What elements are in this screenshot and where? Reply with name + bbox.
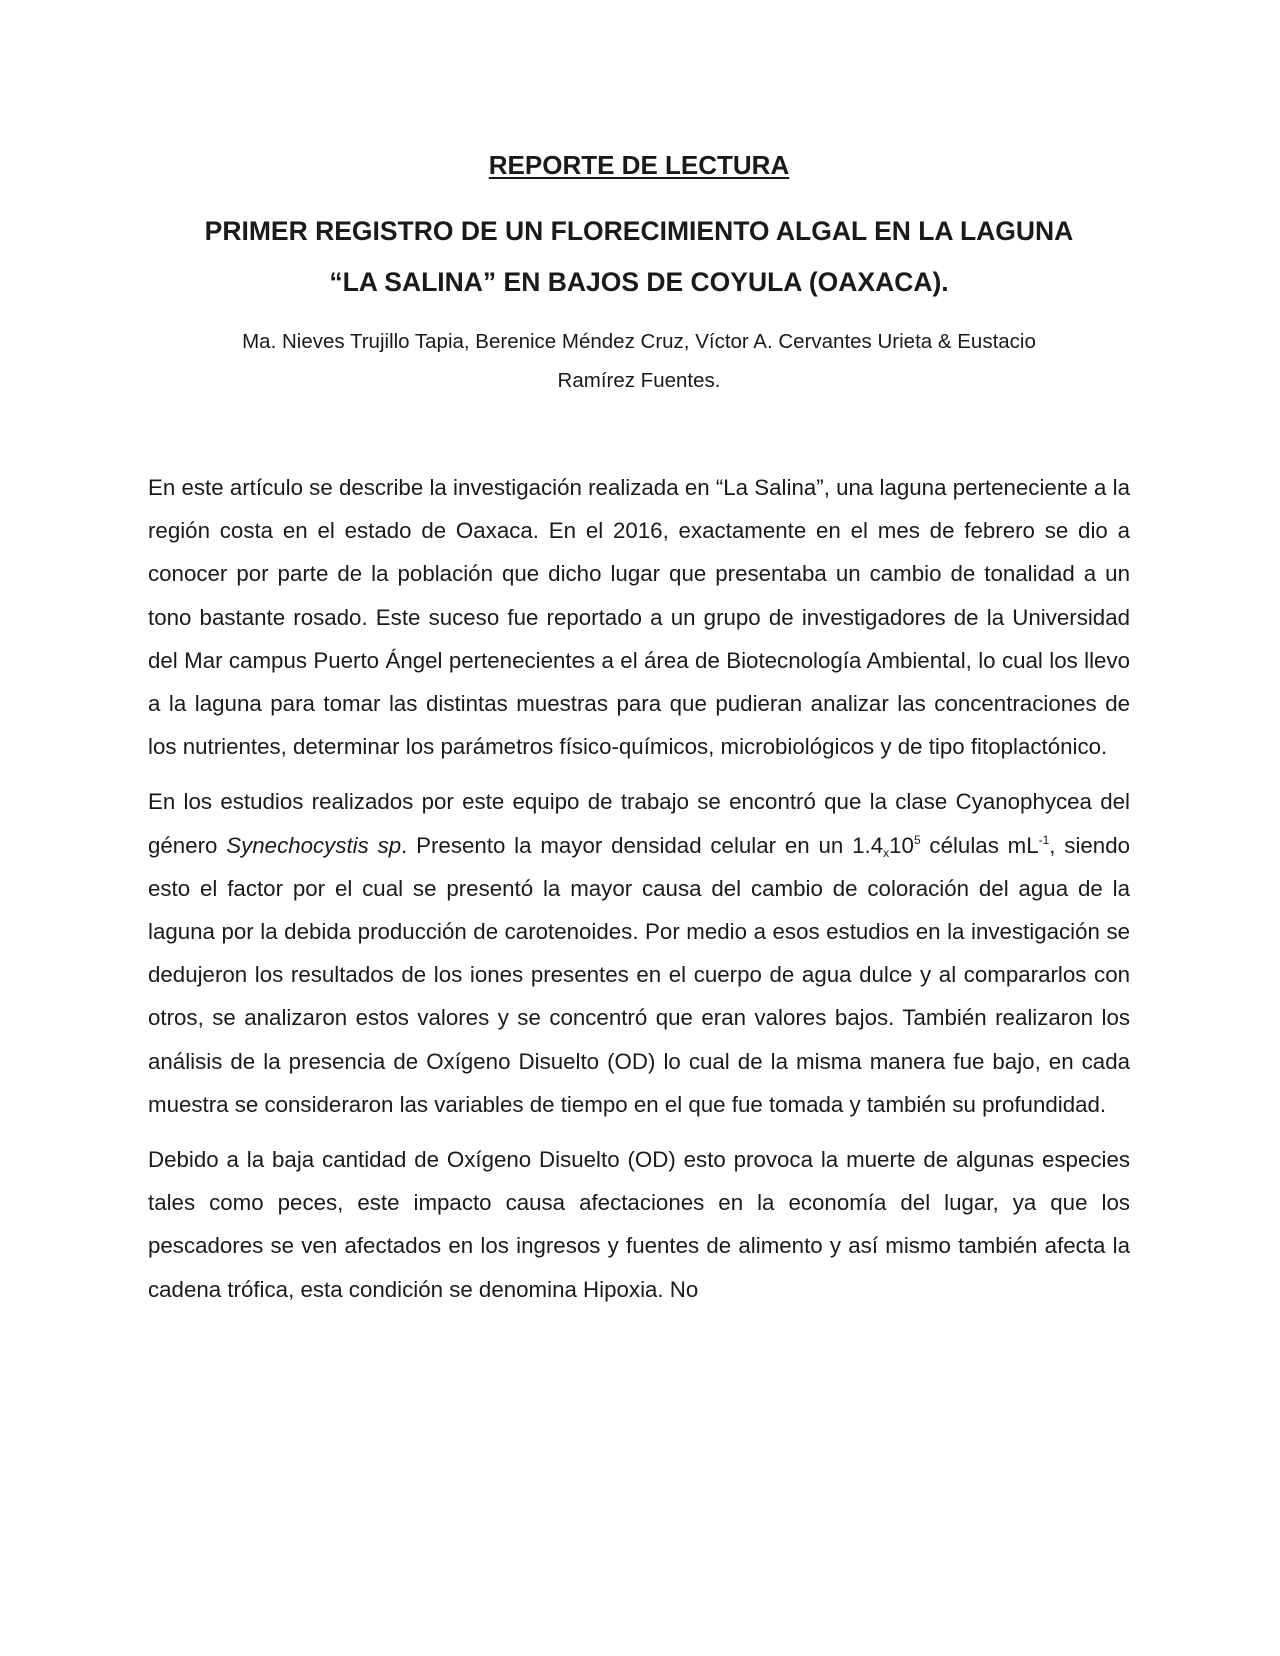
- article-title: [148, 206, 1130, 308]
- paragraph-2-part-3: células mL: [920, 832, 1039, 858]
- species-name: Synechocystis sp: [226, 832, 402, 858]
- authors-line-1: Ma. Nieves Trujillo Tapia, Berenice Méndez Cruz, Víctor A. Cervantes Urieta & Eustacio: [242, 330, 1036, 353]
- multiplication-sub: x: [883, 845, 890, 860]
- paragraph-3: Debido a la baja cantidad de Oxígeno Disuelto (OD) esto provoca la muerte de algunas especies tales como peces, este impacto causa afectaciones en la economía del lugar, ya que los pescadores se ven afectados en los ingresos y fuentes de alimento y así mismo también afecta la cadena trófica, esta condición se denomina Hipoxia. No: [148, 1147, 1130, 1302]
- exponent-5: 5: [913, 832, 921, 847]
- paragraph-2-part-4: , siendo esto el factor por el cual se presentó la mayor causa del cambio de coloración del agua de la laguna por la debida producción de carotenoides. Por medio a esos estudios en la investigación se dedujeron los resultados de los iones presentes en el cuerpo de agua dulce y al compararlos con otros, se analizaron estos valores y se concentró que eran valores bajos. También realizaron los análisis de la presencia de Oxígeno Disuelto (OD) lo cual de la misma manera fue bajo, en cada muestra se consideraron las variables de tiempo en el que fue tomada y también su profundidad.: [148, 832, 1131, 1117]
- base-ten: 10: [889, 832, 914, 858]
- authors-line-2: Ramírez Fuentes.: [557, 369, 721, 392]
- body-text: [148, 466, 1130, 1311]
- exponent-neg-1: -1: [1038, 832, 1050, 847]
- report-title: REPORTE DE LECTURA: [488, 150, 790, 180]
- authors: [148, 322, 1130, 400]
- article-title-line-2: “LA SALINA” EN BAJOS DE COYULA (OAXACA).: [329, 267, 949, 297]
- paragraph-2-part-1: En los estudios realizados por este equipo de trabajo se encontró que la clase Cyanophycea del género: [148, 789, 1130, 858]
- paragraph-2-part-2: . Presento la mayor densidad celular en un 1.4: [401, 832, 884, 858]
- paragraph-2: [148, 780, 1130, 1126]
- paragraph-1: En este artículo se describe la investigación realizada en “La Salina”, una laguna perteneciente a la región costa en el estado de Oaxaca. En el 2016, exactamente en el mes de febrero se dio a conocer por parte de la población que dicho lugar que presentaba un cambio de tonalidad a un tono bastante rosado. Este suceso fue reportado a un grupo de investigadores de la Universidad del Mar campus Puerto Ángel pertenecientes a el área de Biotecnología Ambiental, lo cual los llevo a la laguna para tomar las distintas muestras para que pudieran analizar las concentraciones de los nutrientes, determinar los parámetros físico-químicos, microbiológicos y de tipo fitoplactónico.: [148, 475, 1130, 760]
- article-title-line-1: PRIMER REGISTRO DE UN FLORECIMIENTO ALGAL EN LA LAGUNA: [204, 216, 1074, 246]
